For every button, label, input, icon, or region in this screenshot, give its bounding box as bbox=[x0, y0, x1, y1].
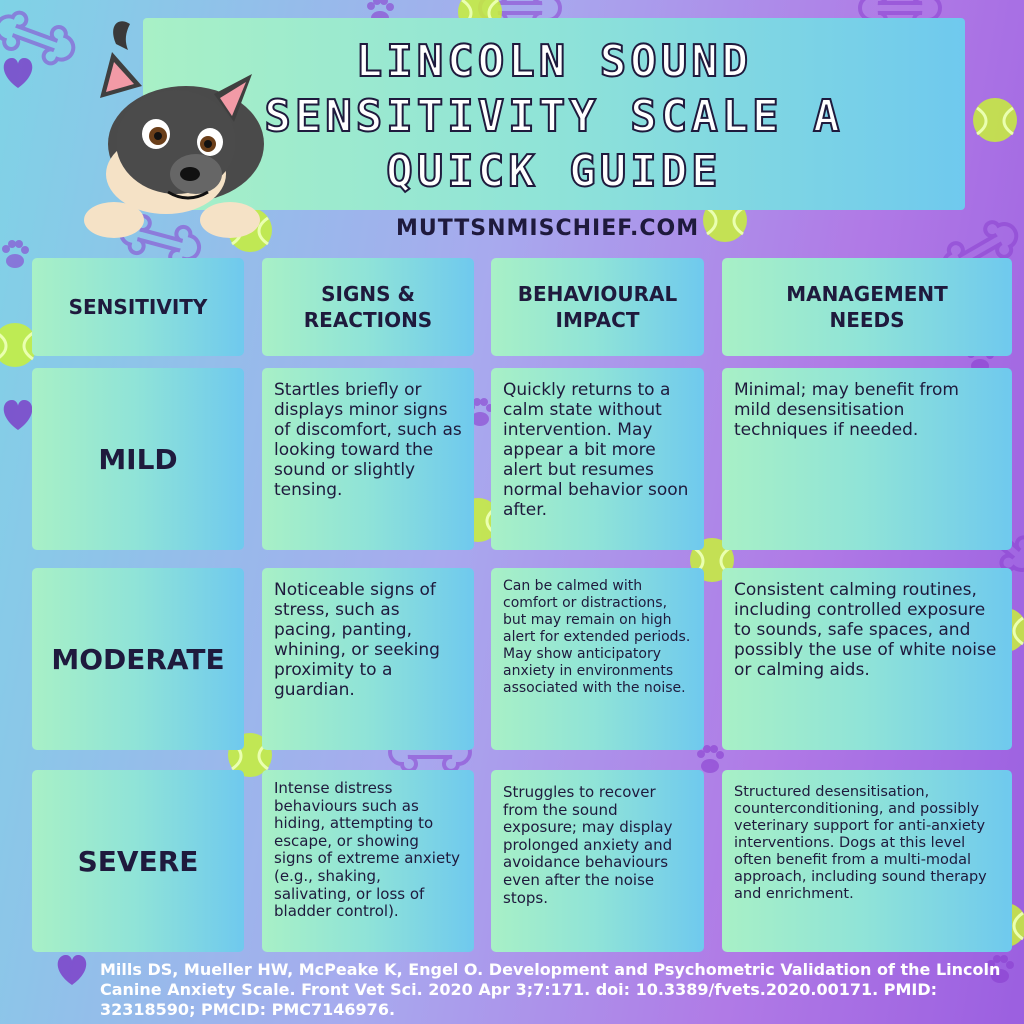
level-severe bbox=[32, 770, 244, 952]
mild-impact-cell: Quickly returns to a calm state without intervention. May appear a bit more alert but resumes normal behavior soon after. bbox=[491, 368, 704, 550]
header-needs bbox=[722, 258, 1012, 356]
severe-signs-cell: Intense distress behaviours such as hiding, attempting to escape, or showing signs of extreme anxiety (e.g., shaking, salivating, or loss of bladder control). bbox=[262, 770, 474, 952]
header-impact bbox=[491, 258, 704, 356]
mild-needs-cell: Minimal; may benefit from mild desensitisation techniques if needed. bbox=[722, 368, 1012, 550]
citation-text: Mills DS, Mueller HW, McPeake K, Engel O. Development and Psychometric Validation of the Lincoln Canine Anxiety Scale. Front Vet Sci. 2020 Apr 3;7:171. doi: 10.3389/fvets.2020.00171. PMID: 32318590; PMCID: PMC7146976. bbox=[100, 960, 1001, 1019]
level-moderate bbox=[32, 568, 244, 750]
severe-impact-cell: Struggles to recover from the sound exposure; may display prolonged anxiety and avoidance behaviours even after the noise stops. bbox=[491, 770, 704, 952]
page-title: LINCOLN SOUND SENSITIVITY SCALE A QUICK GUIDE bbox=[264, 35, 844, 197]
header-sensitivity-label: SENSITIVITY bbox=[68, 295, 208, 319]
moderate-signs-cell: Noticeable signs of stress, such as pacing, panting, whining, or seeking proximity to a guardian. bbox=[262, 568, 474, 750]
level-mild bbox=[32, 368, 244, 550]
header-signs bbox=[262, 258, 474, 356]
severe-needs-cell: Structured desensitisation, counterconditioning, and possibly veterinary support for anti-anxiety interventions. Dogs at this level often benefit from a multi-modal approach, including sound therapy and enrichment. bbox=[722, 770, 1012, 952]
website-label: MUTTSNMISCHIEF.COM bbox=[396, 216, 700, 241]
level-mild-label: MILD bbox=[98, 442, 178, 476]
header-needs-label: MANAGEMENT NEEDS bbox=[786, 282, 948, 332]
header-impact-label: BEHAVIOURAL IMPACT bbox=[517, 282, 678, 332]
header-sensitivity bbox=[32, 258, 244, 356]
dog-illustration bbox=[38, 14, 270, 250]
moderate-impact-cell: Can be calmed with comfort or distractions, but may remain on high alert for extended periods. May show anticipatory anxiety in environments associated with the noise. bbox=[491, 568, 704, 750]
header-signs-label: SIGNS & REACTIONS bbox=[303, 282, 433, 332]
level-severe-label: SEVERE bbox=[77, 844, 199, 878]
level-moderate-label: MODERATE bbox=[51, 642, 225, 676]
moderate-needs-cell: Consistent calming routines, including controlled exposure to sounds, safe spaces, and possibly the use of white noise or calming aids. bbox=[722, 568, 1012, 750]
mild-signs-cell: Startles briefly or displays minor signs of discomfort, such as looking toward the sound or slightly tensing. bbox=[262, 368, 474, 550]
